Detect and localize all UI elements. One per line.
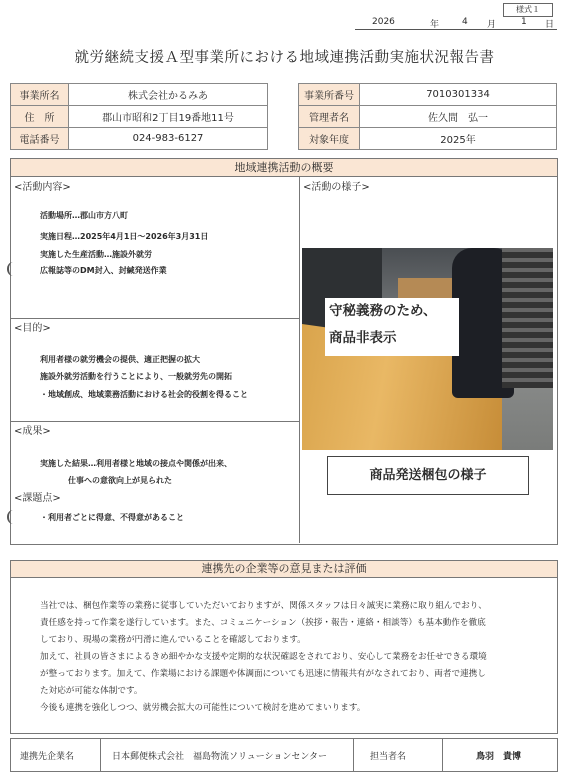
result-label: <成果> — [14, 426, 51, 437]
evaluation-line: が整っております。加えて、作業場における課題や体調面についても迅速に情報共有がなされており、両者で連携し — [40, 669, 486, 679]
evaluation-heading: 連携先の企業等の意見または評価 — [10, 560, 558, 578]
purpose-line: 施設外就労活動を行うことにより、一般就労先の開拓 — [40, 372, 232, 381]
date-day-unit: 日 — [545, 20, 555, 30]
divider-purpose — [10, 318, 299, 319]
label-fiscal-year: 対象年度 — [299, 128, 360, 150]
purpose-label: <目的> — [14, 323, 51, 334]
issue-label: <課題点> — [14, 493, 61, 504]
value-manager: 佐久間 弘一 — [360, 106, 557, 128]
value-address: 郡山市昭和2丁目19番地11号 — [69, 106, 268, 128]
evaluation-line: しており、現場の業務が円滑に進んでいることを確認しております。 — [40, 635, 306, 645]
notice-line: 商品非表示 — [329, 330, 397, 346]
label-address: 住 所 — [11, 106, 69, 128]
activity-line: 活動場所…郡山市方八町 — [40, 211, 128, 220]
form-number: 様式１ — [503, 3, 553, 17]
value-fiscal-year: 2025年 — [360, 128, 557, 150]
date-underline — [355, 29, 557, 30]
value-phone: 024-983-6127 — [69, 128, 268, 150]
overview-divider — [299, 176, 300, 543]
photo-rack — [502, 248, 553, 388]
date-month-unit: 月 — [487, 20, 497, 30]
punch-hole-mark — [7, 510, 19, 524]
evaluation-line: 責任感を持って作業を遂行しています。また、コミュニケーション（挨拶・報告・連絡・相談等）も基本動作を徹底 — [40, 618, 486, 628]
partner-name: 日本郵便株式会社 福島物流ソリューションセンター — [112, 752, 328, 762]
date-year: 2026 — [372, 17, 395, 27]
activity-line: 広報誌等のDM封入、封緘発送作業 — [40, 266, 167, 275]
activity-scene-label: <活動の様子> — [303, 182, 370, 193]
notice-line: 守秘義務のため、 — [329, 303, 437, 319]
overview-heading: 地域連携活動の概要 — [10, 158, 558, 177]
date-year-unit: 年 — [430, 20, 440, 30]
date-day: 1 — [521, 17, 527, 27]
staff-label: 担当者名 — [370, 752, 407, 762]
issue-line: ・利用者ごとに得意、不得意があること — [40, 513, 184, 522]
photo-caption: 商品発送梱包の様子 — [327, 456, 529, 495]
evaluation-line: た対応が可能な体制です。 — [40, 686, 143, 696]
business-info-table — [10, 83, 268, 150]
label-business-name: 事業所名 — [11, 84, 69, 106]
purpose-line: ・地域創成、地域業務活動における社会的役割を得ること — [40, 390, 248, 399]
evaluation-line: 加えて、社員の皆さまによるきめ細やかな支援や定期的な状況確認をされており、安心して業務をお任せできる環境 — [40, 652, 487, 662]
activity-line: 実施日程…2025年4月1日～2026年3月31日 — [40, 232, 209, 241]
label-manager: 管理者名 — [299, 106, 360, 128]
evaluation-line: 今後も連携を強化しつつ、就労機会拡大の可能性について検討を進めてまいります。 — [40, 703, 366, 713]
activity-line: 実施した生産活動…施設外就労 — [40, 250, 152, 259]
punch-hole-mark — [7, 262, 19, 276]
footer-divider — [100, 738, 101, 772]
divider-result — [10, 421, 299, 422]
result-line: 実施した結果…利用者様と地域の接点や関係が出来、 — [40, 459, 232, 468]
label-office-number: 事業所番号 — [299, 84, 360, 106]
document-title: 就労継続支援Ａ型事業所における地域連携活動実施状況報告書 — [74, 50, 495, 66]
staff-name: 鳥羽 貴博 — [476, 752, 522, 762]
footer-divider — [353, 738, 354, 772]
date-month: 4 — [462, 17, 468, 27]
evaluation-line: 当社では、梱包作業等の業務に従事していただいておりますが、関係スタッフは日々誠実に業務に取り組んでおり、 — [40, 601, 487, 611]
purpose-line: 利用者様の就労機会の提供、適正把握の拡大 — [40, 355, 200, 364]
partner-label: 連携先企業名 — [20, 752, 75, 762]
evaluation-text — [40, 598, 552, 717]
value-office-number: 7010301334 — [360, 84, 557, 106]
footer-divider — [442, 738, 443, 772]
activity-content-label: <活動内容> — [14, 182, 71, 193]
confidentiality-notice — [325, 298, 459, 356]
label-phone: 電話番号 — [11, 128, 69, 150]
value-business-name: 株式会社かるみあ — [69, 84, 268, 106]
office-info-table — [298, 83, 557, 150]
result-line: 仕事への意欲向上が見られた — [68, 476, 172, 485]
